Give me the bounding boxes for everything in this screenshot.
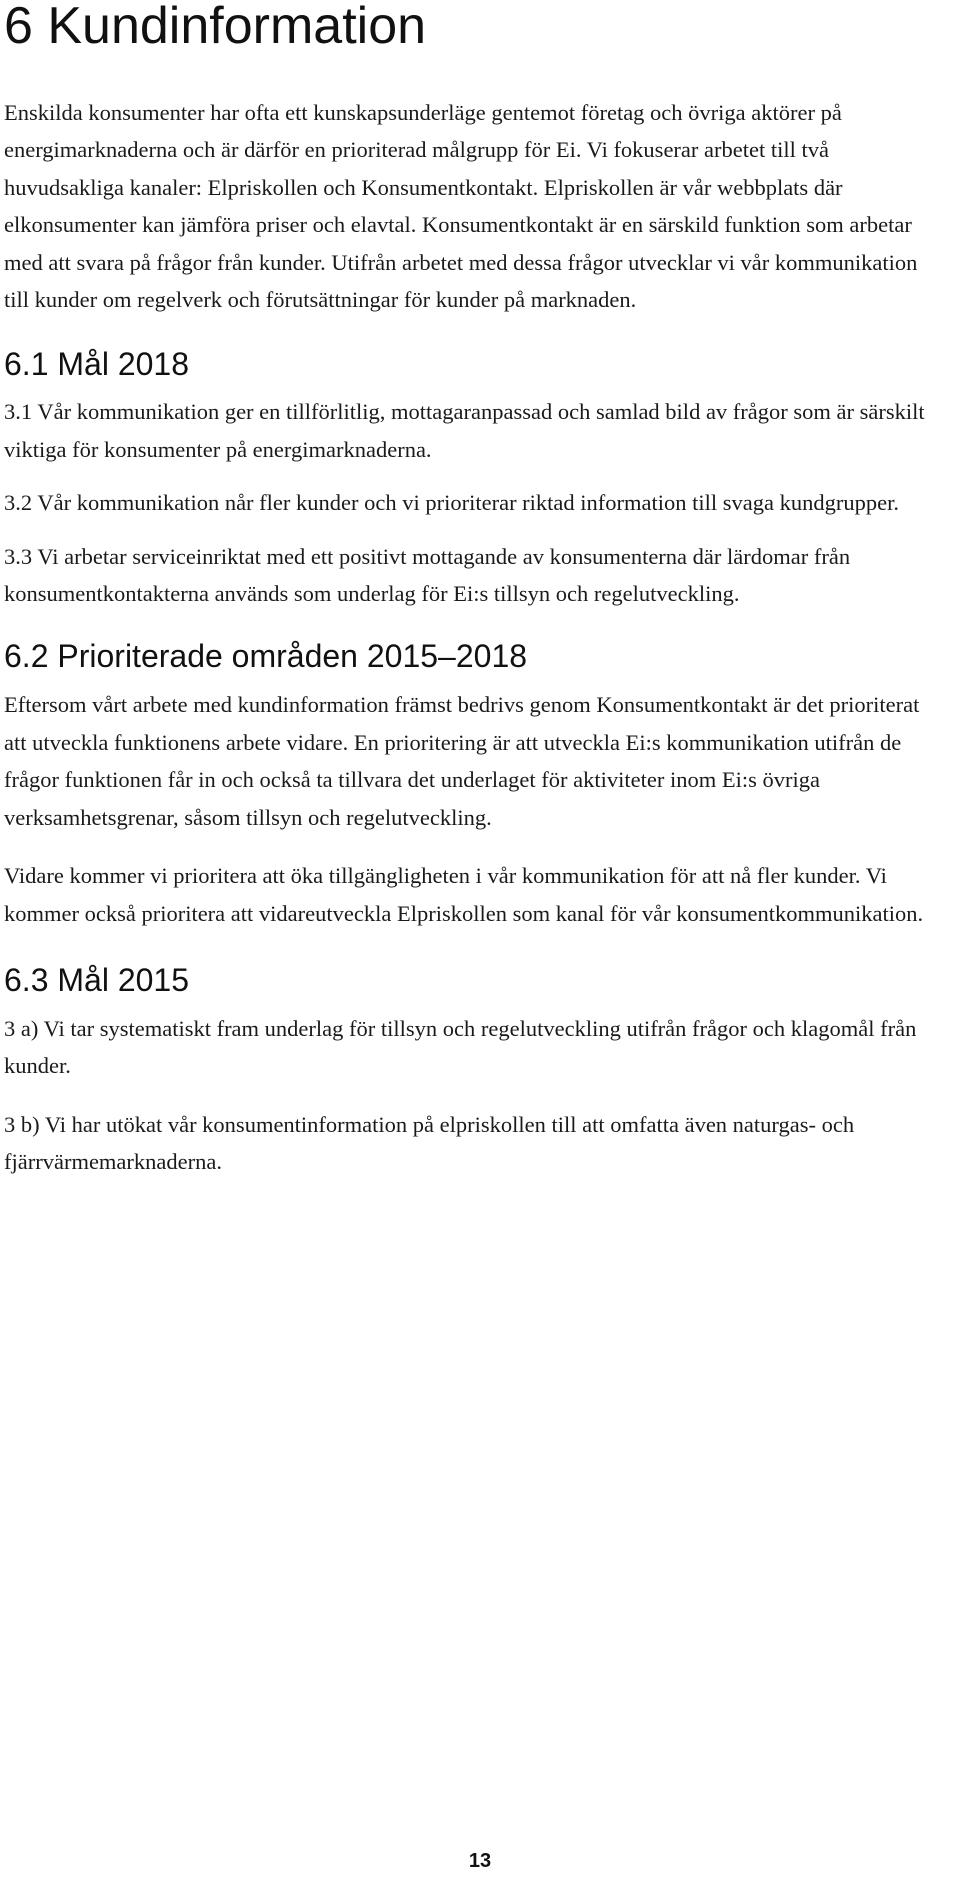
intro-paragraph: Enskilda konsumenter har ofta ett kunskapsunderläge gentemot företag och övriga aktörer på energimarknaderna och är därför en prioriterad målgrupp för Ei. Vi fokuserar arbetet till två huvudsakliga kanaler: Elpriskollen och Konsumentkontakt. Elpriskollen är vår webbplats där elkonsumenter kan jämföra priser och elavtal. Konsumentkontakt är en särskild funktion som arbetar med att svara på frågor från kunder. Utifrån arbetet med dessa frågor utvecklar vi vår kommunikation till kunder om regelverk och förutsättningar för kunder på marknaden. <box>4 100 918 313</box>
section-title: 6 Kundinformation <box>4 0 427 55</box>
page-number <box>0 1849 960 1873</box>
goal-3-2-paragraph: 3.2 Vår kommunikation når fler kunder och vi prioriterar riktad information till svaga kundgrupper. <box>4 490 899 516</box>
goal-3a-paragraph: 3 a) Vi tar systematiskt fram underlag för tillsyn och regelutveckling utifrån frågor och klagomål från kunder. <box>4 1015 917 1079</box>
subsection-heading-6-2: 6.2 Prioriterade områden 2015–2018 <box>4 638 528 675</box>
page-content <box>4 0 934 1181</box>
page-number-label: 13 <box>468 1850 492 1872</box>
subsection-heading-6-1: 6.1 Mål 2018 <box>4 346 190 383</box>
goal-3-3-paragraph: 3.3 Vi arbetar serviceinriktat med ett positivt mottagande av konsumenterna där lärdomar från konsumentkontakterna används som underlag för Ei:s tillsyn och regelutveckling. <box>4 543 851 607</box>
priority-paragraph-2: Vidare kommer vi prioritera att öka tillgängligheten i vår kommunikation för att nå fler kunder. Vi kommer också prioritera att vidareutveckla Elpriskollen som kanal för vår konsumentkommunikation. <box>4 863 924 926</box>
priority-paragraph-1: Eftersom vårt arbete med kundinformation främst bedrivs genom Konsumentkontakt är det prioriterat att utveckla funktionens arbete vidare. En prioritering är att utveckla Ei:s kommunikation utifrån de frågor funktionen får in och också ta tillvara det underlaget för aktiviteter inom Ei:s övriga verksamhetsgrenar, såsom tillsyn och regelutveckling. <box>4 692 920 830</box>
subsection-heading-6-3: 6.3 Mål 2015 <box>4 961 190 998</box>
goal-3-1-paragraph: 3.1 Vår kommunikation ger en tillförlitlig, mottagaranpassad och samlad bild av frågor som är särskilt viktiga för konsumenter på energimarknaderna. <box>4 399 925 462</box>
goal-3b-paragraph: 3 b) Vi har utökat vår konsumentinformation på elpriskollen till att omfatta även naturgas- och fjärrvärmemarknaderna. <box>4 1111 855 1175</box>
